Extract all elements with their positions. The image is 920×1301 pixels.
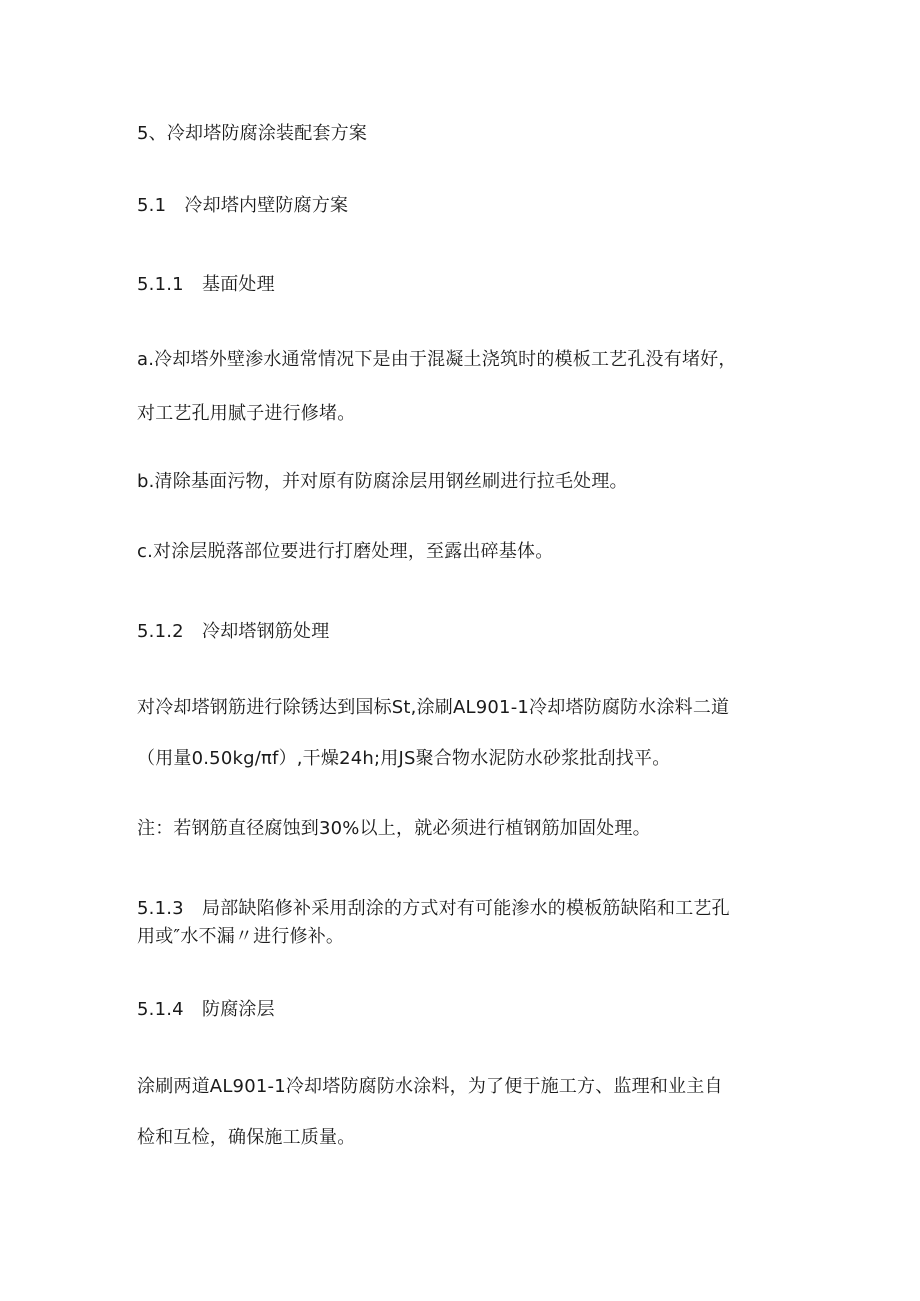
section-5-1-4-title: 5.1.4 防腐涂层: [137, 999, 275, 1020]
item-a-line-2: 对工艺孔用腻子进行修堵。: [137, 403, 356, 424]
section-5-title: 5、冷却塔防腐涂装配套方案: [137, 123, 368, 144]
section-5-1-3-line-1: 5.1.3 局部缺陷修补采用刮涂的方式对有可能渗水的模板筋缺陷和工艺孔: [137, 898, 730, 919]
coating-line-2: 检和互检，确保施工质量。: [137, 1127, 356, 1148]
item-b: b.清除基面污物，并对原有防腐涂层用钢丝刷进行拉毛处理。: [137, 471, 628, 492]
rebar-line-2: （用量0.50kg∕πf）,干燥24h;用JS聚合物水泥防水砂浆批刮找平。: [137, 748, 671, 769]
note: 注：若钢筋直径腐蚀到30%以上，就必须进行植钢筋加固处理。: [137, 818, 651, 839]
coating-line-1: 涂刷两道AL901-1冷却塔防腐防水涂料，为了便于施工方、监理和业主自: [137, 1076, 723, 1097]
item-a-line-1: a.冷却塔外壁渗水通常情况下是由于混凝土浇筑时的模板工艺孔没有堵好，: [137, 349, 737, 370]
section-5-1-1-title: 5.1.1 基面处理: [137, 274, 275, 295]
rebar-line-1: 对冷却塔钢筋进行除锈达到国标St,涂刷AL901-1冷却塔防腐防水涂料二道: [137, 697, 730, 718]
section-5-1-3-line-2: 用或″水不漏〃进行修补。: [137, 926, 345, 947]
item-c: c.对涂层脱落部位要进行打磨处理，至露出碎基体。: [137, 541, 554, 562]
section-5-1-2-title: 5.1.2 冷却塔钢筋处理: [137, 621, 330, 642]
section-5-1-title: 5.1 冷却塔内壁防腐方案: [137, 195, 349, 216]
